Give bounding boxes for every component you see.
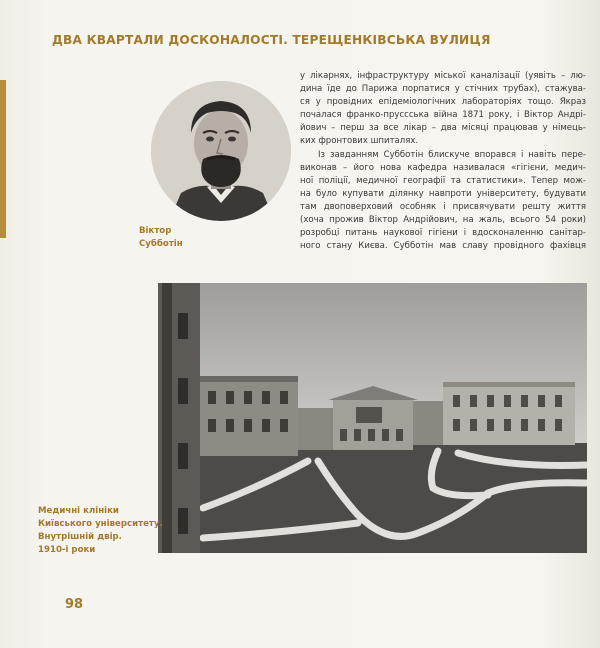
text-line: у лікарнях, інфраструктуру міської каналізації (уявіть – лю-: [300, 71, 586, 81]
gold-margin-bar: [0, 80, 6, 238]
photo-caption: [38, 505, 168, 557]
text-line: виконав – його нова кафедра називалася «гігієни, медич-: [300, 162, 586, 173]
text-line: ся у провідних епідеміологічних лабораторіях тощо. Якраз: [300, 97, 586, 108]
text-line: на було купувати ділянку навпроти університету, будувати: [300, 188, 586, 199]
text-line: (хоча прожив Віктор Андрійович, на жаль, всього 54 роки): [300, 215, 586, 226]
text-line: йович – перш за все лікар – два місяці працював у німець-: [300, 123, 586, 134]
portrait-illustration: [151, 81, 291, 221]
text-line: там двоповерховий особняк і присвячувати решту життя: [300, 201, 586, 212]
portrait-caption-line: Субботін: [139, 239, 183, 249]
photo-caption-line: 1910-і роки: [38, 545, 96, 555]
text-line: почалася франко-пруссська війна 1871 року, і Віктор Андрі-: [300, 110, 586, 121]
text-line: Із завданням Субботін блискуче впорався і навіть пере-: [318, 149, 586, 160]
text-line: дина їде до Парижа порпатися у стічних трубах), стажува-: [300, 84, 586, 95]
photo-caption-line: Внутрішній двір.: [38, 532, 122, 542]
clinic-courtyard-photo: [158, 283, 587, 553]
text-line: ної поліції, медичної географії та статистики». Тепер мож-: [300, 175, 586, 186]
text-line: ких фронтових шпиталях.: [300, 136, 419, 147]
text-line: ного стану Києва. Субботін мав славу провідного фахівця: [300, 241, 586, 252]
page-header: ДВА КВАРТАЛИ ДОСКОНАЛОСТІ. ТЕРЕЩЕНКІВСЬКА ВУЛИЦЯ: [52, 33, 491, 47]
portrait-caption-line: Віктор: [139, 226, 172, 236]
text-line: розробці питань наукової гігієни і вдосконаленню санітар-: [300, 228, 586, 239]
photo-caption-line: Київського університету.: [38, 519, 163, 529]
portrait-caption: [139, 225, 183, 251]
body-text: [300, 70, 586, 253]
courtyard-illustration: [158, 283, 587, 553]
page-number: 98: [65, 597, 84, 612]
photo-caption-line: Медичні клініки: [38, 506, 119, 516]
portrait-photo: [151, 81, 291, 221]
